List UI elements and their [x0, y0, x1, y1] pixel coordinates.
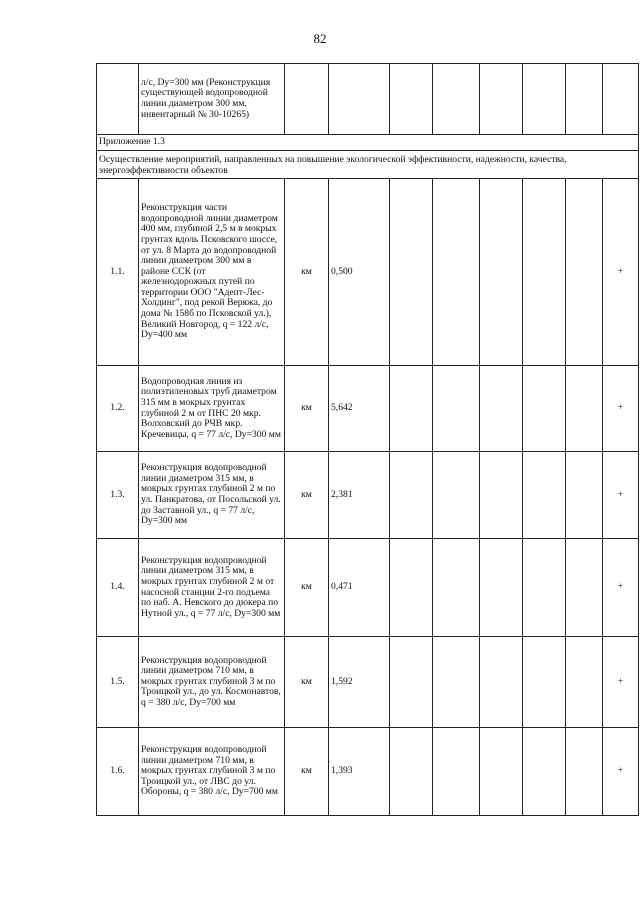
- row-unit: км: [285, 452, 329, 539]
- cell: [480, 539, 523, 637]
- continuation-row: [97, 64, 639, 135]
- cell: [390, 637, 433, 728]
- row-mark: +: [603, 366, 639, 452]
- cell: [480, 179, 523, 366]
- cell: [566, 179, 603, 366]
- cell: [523, 179, 566, 366]
- section-label: Приложение 1.3: [97, 135, 639, 151]
- cell: [523, 728, 566, 816]
- cell: [433, 637, 480, 728]
- row-quantity: 5,642: [329, 366, 390, 452]
- row-quantity: 1,393: [329, 728, 390, 816]
- table-row: [97, 366, 639, 452]
- row-description: Реконструкция водопроводной линии диаметром 710 мм, в мокрых грунтах глубиной 3 м по Троицкой ул., до ул. Космонавтов, q = 380 л/с, Dу=700 мм: [139, 637, 285, 728]
- row-number: 1.4.: [97, 539, 139, 637]
- row-unit: км: [285, 539, 329, 637]
- investment-program-table: [96, 63, 639, 816]
- row-quantity: 2,381: [329, 452, 390, 539]
- cell: [433, 728, 480, 816]
- row-description: Реконструкция водопроводной линии диаметром 315 мм, в мокрых грунтах глубиной 2 м по ул. Панкратова, от Посольской ул. до Заставной ул., q = 77 л/с, Dу=300 мм: [139, 452, 285, 539]
- row-unit: км: [285, 637, 329, 728]
- section-label-row: [97, 135, 639, 151]
- cell: [523, 64, 566, 135]
- table-row: [97, 452, 639, 539]
- cell: [433, 366, 480, 452]
- cell: [566, 728, 603, 816]
- cell: [566, 452, 603, 539]
- cell: [523, 452, 566, 539]
- row-number: 1.6.: [97, 728, 139, 816]
- row-mark: +: [603, 728, 639, 816]
- cell: [566, 637, 603, 728]
- page-number: 82: [313, 31, 327, 46]
- table-row: [97, 539, 639, 637]
- cell: [433, 452, 480, 539]
- cell: [480, 637, 523, 728]
- row-description: Реконструкция части водопроводной линии диаметром 400 мм, глубиной 2,5 м в мокрых грунтах вдоль Псковского шоссе, от ул. 8 Марта до водопроводной линии диаметром 300 мм в районе ССК (от железнодорожных путей по территории ООО "Адепт-Лес-Холдинг", под рекой Веряжа, до дома № 158б по Псковской ул.), Великий Новгород, q = 122 л/с, Dу=400 мм: [139, 179, 285, 366]
- row-number: 1.5.: [97, 637, 139, 728]
- row-quantity: 0,500: [329, 179, 390, 366]
- cell: [390, 179, 433, 366]
- row-description: Реконструкция водопроводной линии диаметром 710 мм, в мокрых грунтах глубиной 3 м по Троицкой ул., от ЛВС до ул. Обороны, q = 380 л/с, Dу=700 мм: [139, 728, 285, 816]
- row-quantity: 0,471: [329, 539, 390, 637]
- row-mark: +: [603, 637, 639, 728]
- row-quantity: 1,592: [329, 637, 390, 728]
- cell: [390, 366, 433, 452]
- cell: [523, 539, 566, 637]
- cell: [566, 64, 603, 135]
- cell: [480, 366, 523, 452]
- table-row: [97, 637, 639, 728]
- cell: [285, 64, 329, 135]
- row-description: Водопроводная линия из полиэтиленовых труб диаметром 315 мм в мокрых грунтах глубиной 2 м от ПНС 20 мкр. Волховский до РЧВ мкр. Кречевицы, q = 77 л/с, Dу=300 мм: [139, 366, 285, 452]
- cell: [433, 179, 480, 366]
- cell: [390, 452, 433, 539]
- table-row: [97, 728, 639, 816]
- row-number: 1.2.: [97, 366, 139, 452]
- row-unit: км: [285, 366, 329, 452]
- cell: [480, 64, 523, 135]
- cell: [390, 64, 433, 135]
- cell: [390, 728, 433, 816]
- row-description: л/с, Dу=300 мм (Реконструкция существующей водопроводной линии диаметром 300 мм, инвентарный № 30-10265): [139, 64, 285, 135]
- cell: [480, 728, 523, 816]
- row-mark: +: [603, 452, 639, 539]
- cell: [97, 64, 139, 135]
- row-mark: +: [603, 179, 639, 366]
- row-number: 1.1.: [97, 179, 139, 366]
- cell: [566, 366, 603, 452]
- row-mark: +: [603, 539, 639, 637]
- section-title: Осуществление мероприятий, направленных на повышение экологической эффективности, надежности, качества, энергоэффективности объектов: [97, 151, 639, 179]
- cell: [523, 637, 566, 728]
- cell: [523, 366, 566, 452]
- cell: [480, 452, 523, 539]
- table-row: [97, 179, 639, 366]
- cell: [433, 64, 480, 135]
- row-description: Реконструкция водопроводной линии диаметром 315 мм, в мокрых грунтах глубиной 2 м от насосной станции 2-го подъема по наб. А. Невского до дюкера по Нутной ул., q = 77 л/с, Dу=300 мм: [139, 539, 285, 637]
- cell: [603, 64, 639, 135]
- row-number: 1.3.: [97, 452, 139, 539]
- cell: [329, 64, 390, 135]
- row-unit: км: [285, 728, 329, 816]
- row-unit: км: [285, 179, 329, 366]
- cell: [433, 539, 480, 637]
- section-title-row: [97, 151, 639, 179]
- cell: [566, 539, 603, 637]
- cell: [390, 539, 433, 637]
